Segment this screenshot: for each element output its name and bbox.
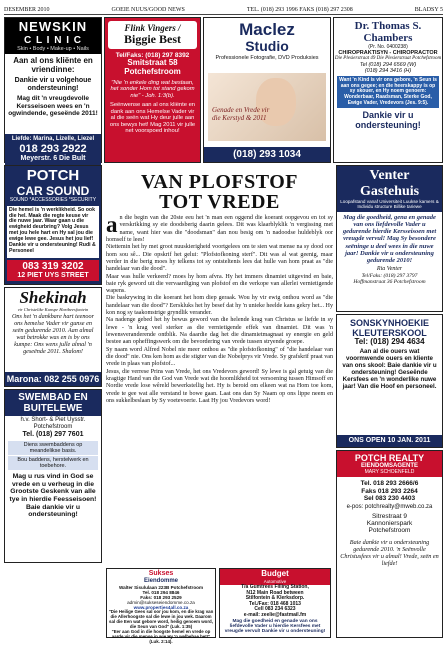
- realty-email: e-pos: potchrealty@mweb.co.za: [346, 504, 433, 511]
- realty-agent: MARY SCHOENFELD: [364, 468, 415, 475]
- realty-cell: Sel 083 230 4403: [363, 494, 416, 502]
- budget-ad: [219, 568, 331, 638]
- thomas-qual: (Pr. No. 0400238): [368, 43, 408, 50]
- flink-street: Smitstraat 58: [127, 57, 178, 67]
- article-paragraph-4: Die baskrywing in die koerant het hom diep geraak. Wou hy vir ewig onthou word as "die handelaar van die dood"? Eerskluks het hy besef dat hy 'n unieke heelde kans gekry het... Hy kon nog sy taakomstrige gryndlik verander.: [106, 295, 333, 317]
- paper-contact: TEL. (018) 293 1996 FAKS (018) 297 2308: [246, 7, 353, 13]
- swembad-address: h.v. Short- & Piet Uysstr.: [20, 417, 86, 424]
- sonskynhoekie-ad: [336, 314, 443, 448]
- swembad-offer: Diens swembaddens op meandelikse basis.: [23, 441, 83, 454]
- potch-phone: 083 319 3202: [22, 260, 84, 272]
- page-number: BLADSY 5: [414, 7, 443, 13]
- sukses-website[interactable]: www.properties4all.co.za: [133, 605, 189, 611]
- sukses-name-2: Eiendomme: [143, 577, 178, 584]
- thomas-title: CHIROPRAKTISYN - CHIROPRACTOR: [338, 50, 438, 57]
- newskin-greeting: Aan al ons kliënte en vriendinne:: [13, 55, 93, 74]
- sukses-address: Walter Sisululaan 223B Potchefstroom: [118, 584, 204, 590]
- thomas-thanks: Dankie vir u ondersteuning!: [355, 110, 421, 131]
- sonskyn-name: SONSKYNHOEKIE: [349, 318, 429, 328]
- thomas-tel: Tel (018) 294 6569 (W): [359, 61, 417, 68]
- flink-title: Flink Vingers /: [124, 23, 181, 33]
- sukses-verse-2: "Eer aan God in die hoogste hemel en vrede op aarde vir die mense in wie Hy 'n welbehae het!" (Luk. 2:14).: [111, 628, 211, 644]
- realty-address: Sitrestraat 9: [371, 512, 408, 520]
- article-van-plofstof: [106, 168, 333, 564]
- potch-car-sound-ad: [4, 165, 102, 285]
- maclez-name: Maclez: [239, 20, 295, 39]
- shekinah-name: Shekinah: [19, 288, 87, 307]
- newskin-address: Meyerstr. 6 Die Bult: [20, 154, 86, 162]
- maclez-ad: [203, 17, 331, 163]
- venter-sub: Loopafstand vanaf Universiteit Luukse kamers & Individu structure Billike tariewe: [340, 199, 439, 210]
- newskin-thanks: Dankie vir u volgehoue ondersteuning!: [14, 76, 92, 92]
- baby-photo: [208, 73, 326, 141]
- sukses-email: admin@sukseseiendomme.co.za: [127, 599, 195, 605]
- shekinah-ad: [4, 287, 102, 387]
- sukses-tel: Tel. 018 294 8846: [142, 589, 180, 595]
- newskin-services: Skin • Body • Make-up • Nails: [17, 45, 89, 52]
- flink-message: Seënwense aan al ons kliënte en dank aan ons Hemelse Vader vir al die seën wat Hy deur julle aan ons bewys het! Mag 2011 vir julle net voorspoed inhou!: [109, 102, 196, 135]
- budget-email: e-mail: zeelie@fastmail.fm: [243, 611, 307, 618]
- sukses-name: Sukses: [148, 570, 174, 577]
- newskin-names: Liefde: Marina, Lizelle, Liezel: [11, 135, 95, 142]
- venter-name: Venter: [369, 168, 410, 183]
- page-header: [4, 3, 443, 15]
- maclez-studio: Studio: [245, 38, 289, 55]
- swembad-city: Potchefstroom: [33, 424, 73, 431]
- realty-tel: Tel. 018 293 2666/6: [360, 480, 419, 488]
- sukses-eiendomme-ad: [106, 568, 216, 644]
- realty-address-3: Potchefstroom: [368, 527, 411, 535]
- budget-name: Budget: [261, 569, 289, 578]
- maclez-caption: Genade en Vrede vir die Kerstyd & 2011: [212, 106, 270, 122]
- article-paragraph-7: Jesus, die verrese Prins van Vrede, het ons Vredevors geword! Sy lewe is gal getuig van die kragtige Hand van die God van Vrede wat die hoomlikheid tot versoening tussen Himsoff en Nordie vrede lose wêreld bewerkstellig het. Hy is beroid om elkeen wat na Hom toe kom, vrede te gee wat alle verstand te bowe gaan. Laat ons dan Sy Naam op ons lippe neem en ons sukkelbeslaan by Sy voetevoerie. Laat Hy jou Vredevors word!: [106, 368, 333, 404]
- flink-title-2: Biggie Best: [124, 32, 181, 47]
- issue-date: DESEMBER 2010: [4, 7, 50, 13]
- sonskyn-name-2: KLEUTERSKOOL: [352, 328, 427, 339]
- sukses-fax: Faks: 018 293 2529: [140, 594, 182, 600]
- potch-realty-ad: [336, 450, 443, 638]
- article-paragraph-6: Sy naam word Alfred Nobel nie meer onthou as "die plofstofkoning" of "die handelaar van die dood" nie. Ons ken hom as die stigter van die Nobelprys vir Vrede. Sy grafskrif praat van vrede in plaas van plofstof...: [106, 346, 333, 368]
- article-paragraph-3: Maar was hulle verkeerd? moes hy hom afvra. Hy het immers dinamiet uitgevind en baie, baie ryk geword uit die vervaardiging van plofstof en die verkope van allerlei vernietigende wapens.: [106, 273, 333, 295]
- maclez-phone: (018) 293 1034: [233, 148, 301, 160]
- swembad-title: SWEMBAD EN: [18, 392, 88, 403]
- realty-sub: EIENDOMSAGENTE: [360, 463, 418, 470]
- swembad-message: Mag u rus vind in God se vrede en u verheug in die Grootste Geskenk van alle tye in hierdie Feesseisoen! Baie dankie vir u ondersteuning!: [9, 473, 97, 519]
- budget-message: Mag die goedheid en genade van ons liefdevolle Vader u hierdie Kersfees met vreugde vervul! Dankie vir u ondersteuning!: [224, 618, 326, 635]
- budget-sub: Automotive: [263, 578, 287, 584]
- newskin-wish: Mag dit 'n vreugdevolle Kersseisoen wees en 'n ogwindende, geseënde 2011!: [8, 95, 98, 117]
- swembad-ad: [4, 389, 102, 563]
- potch-address: 12 PIET UYS STREET: [17, 272, 89, 280]
- swembad-offer-2: Bou baddens, herstelwerk en toebehore.: [17, 456, 89, 470]
- potch-name: POTCH: [26, 167, 80, 184]
- venter-name-2: Gastehuis: [359, 183, 420, 199]
- sonskyn-tel: Tel: (018) 294 4634: [354, 337, 425, 347]
- potch-message: Die hemel is 'n werklikheid. So ook die hel. Maak die regte keuse vir die nuwe jaar. Waar gaan u die ewigheid deurbring? Volg Jesus met jou hele hart en Hy sal jou die ewige lewe gee. Jesus het jou lief! Dankie vir u ondersteuning! Rudi & Personeel: [9, 206, 96, 254]
- flink-vingers-ad: [104, 17, 201, 163]
- potch-name-2: CAR SOUND: [16, 183, 90, 198]
- article-title: VAN PLOFSTOF: [141, 171, 298, 193]
- newskin-phone: 018 293 2922: [19, 142, 87, 155]
- venter-signature: Ria Venter: [376, 266, 403, 273]
- maclez-sub: Professionele Fotografie, DVD Produksies: [215, 54, 319, 61]
- venter-address: Hoffmanstraat 36 Potchefstroom: [353, 279, 426, 286]
- thomas-verse: Want 'n Kind is vir ons gebore, 'n Seun is aan ons gegee; en die heerskappy is op sy skouer, en Hy noem genoem: Wonderbaar, Raadsman, Sterke God, Ewige Vader, Vredevors (Jes. 9:5).: [339, 77, 437, 106]
- shekinah-phone: Marona: 082 255 0976: [6, 373, 100, 384]
- chiropractor-ad: [333, 17, 443, 163]
- sonskyn-message: Aan al die ouers wat voormwende ouers en kliente van ons skool: Baie dankie vir u ondersteuning! Geseënde Kersfees en 'n wonderlike nuwe jaar! Van die Hoof en personeel.: [342, 348, 437, 390]
- budget-line: T/a Gumtrees Filling Station,: [241, 583, 309, 590]
- flink-city: Potchefstroom: [124, 66, 181, 76]
- newskin-ad: [4, 17, 102, 163]
- venter-gastehuis-ad: [336, 165, 443, 312]
- thomas-name-2: Chambers: [363, 32, 413, 45]
- venter-tel: Tel/Faks: (018) 297 3797: [361, 273, 418, 280]
- realty-message: Baie dankie vir u ondersteuning gedurende 2010. 'n Seënvolle Christusfees vir u almal! Vrede, seën en liefde!: [340, 538, 439, 567]
- newskin-sub: C L I N I C: [23, 34, 83, 46]
- thomas-address: Die Plesierstraat 49 Die Plesierstraat Potchefstroom: [334, 56, 442, 62]
- flink-verse: "Nie 'n enkele ding wat bestaan, het sonder Hom tot stand gekom nie" - Joh. 1:3(b).: [110, 79, 195, 99]
- flink-tel: Tel/Faks: (018) 297 8392: [115, 51, 190, 59]
- swembad-title-2: BUITELEWE: [23, 403, 83, 415]
- shekinah-message: Ons het 'n dankbare hart teenoor ons hemelse Vader vir gunse en seën gedurende 2010. Aan almal wat betrokke was en is by ons kumpe: Ons wens julle almal 'n geseënde 2011. Shalom!: [11, 313, 95, 355]
- article-paragraph-1: an die begin van die 20ste eeu het 'n man een oggend die koerant oopgevou en tot sy verskrikking sy eie doodsberig daarin gelees. Dit was klaarblyklik 'n vergissing met name, want hier was die "doodsman" dan nou besig om 'n nadoodse huldeblyk oor homself te lees!: [106, 212, 333, 243]
- budget-line-3: Stilfontein & Klerksdorp.: [245, 595, 305, 602]
- thomas-tel-2: (018) 294 3416 (H): [364, 68, 412, 75]
- article-title-2: TOT VREDE: [159, 191, 280, 213]
- shekinah-sub: vir Christelike Kunspe Hartbeesfontein: [17, 307, 89, 313]
- budget-cell: Cell 083 234 6323: [254, 606, 296, 613]
- potch-sub: SOUND *ACCESSORIES *SECURITY: [9, 197, 97, 204]
- venter-message: Mag die goedheid, gena en genade van ons liefdevolle Vader u gedurende hierdie Kersseisoen met vreugde vervul! Mag Sy besondere seëninge u deel wees in die nuwe jaar! Dankie vir u ondersteuning gedurende 2010!: [342, 213, 437, 265]
- sukses-verse: "Die Heilige Gees sal oor jou kom, en die krag van die Allerhoogste sal die lewe in jou wek. Daarom sal die Een wat gebore word, heilig genoem word, die Seun van God" (Luk. 1:35): [108, 609, 214, 630]
- realty-fax: Faks 018 293 2264: [361, 487, 418, 495]
- newskin-name: NEWSKIN: [18, 19, 88, 34]
- realty-name: POTCH REALTY: [354, 453, 425, 463]
- budget-line-2: N12 Main Road between: [246, 589, 304, 596]
- article-paragraph-5: Na nadenge gebed het hy bewus geword van die helende krag van Christus se liefde in sy lewe - 'n krag veel sterker as die vernietigende effek van dinamiet. Dit was 'n lewensveranderende ontblik. Na daardie dag het die dinamietmagnaat sy energie en geld bestee aan opheffingswerk om die bevordering van vrede tussen stryende groepe.: [106, 317, 333, 346]
- sonskyn-open-date: ONS OPEN 10 JAN. 2011: [348, 437, 431, 445]
- paper-name: GOEIE NUUS/GOOD NEWS: [111, 7, 185, 13]
- swembad-tel: Tel. (018) 297 7601: [22, 430, 84, 438]
- realty-address-2: Kannonierspark: [366, 520, 413, 528]
- thomas-name: Dr. Thomas S.: [354, 20, 422, 32]
- budget-tel: Tel./Fax: 018 468 1013: [249, 600, 301, 607]
- article-paragraph-2: Niettemin het hy met groot nuuskierigheid voortgelees om te sien wat mense na sy dood oor hom sou sê... Die opskrif het gelui: "Plofstofkoning sterf". Dit was al wat geenig, maar verder in die berig moes hy telkens tot sy ontsteltenis lees dat hulle van hom praat as "die handelaar van die dood".: [106, 244, 333, 273]
